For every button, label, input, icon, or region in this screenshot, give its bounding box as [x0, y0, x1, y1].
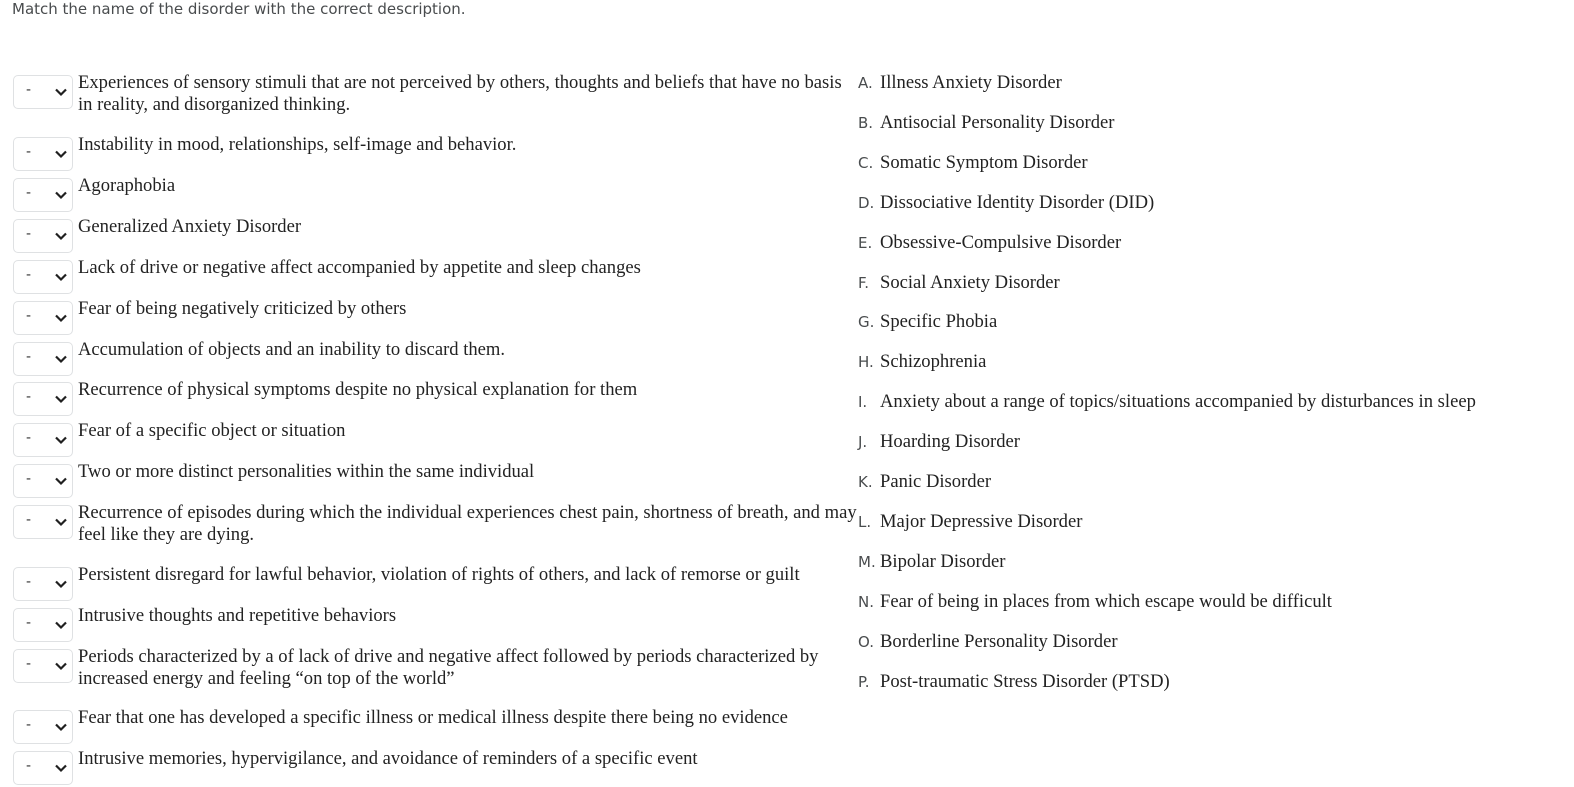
chevron-down-icon	[54, 515, 68, 529]
choice-letter: L.	[858, 512, 872, 531]
chevron-down-icon	[54, 85, 68, 99]
answer-select[interactable]	[13, 464, 73, 498]
select-value: -	[26, 615, 32, 631]
choice-item	[858, 551, 1558, 575]
prompt-text: Intrusive memories, hypervigilance, and avoidance of reminders of a specific event	[78, 748, 698, 769]
choice-text: Obsessive-Compulsive Disorder	[880, 231, 1122, 253]
prompt-text: Fear of being negatively criticized by others	[78, 298, 407, 319]
choice-letter: D.	[858, 193, 875, 212]
choice-item	[858, 192, 1558, 216]
choice-letter: O.	[858, 632, 874, 651]
choice-letter: F.	[858, 273, 869, 292]
choice-letter: H.	[858, 353, 874, 372]
answer-select[interactable]	[13, 382, 73, 416]
chevron-down-icon	[54, 474, 68, 488]
choice-letter: E.	[858, 233, 873, 252]
prompt-text: Fear that one has developed a specific illness or medical illness despite there being no evidence	[78, 707, 788, 728]
answer-select[interactable]	[13, 608, 73, 642]
choice-text: Borderline Personality Disorder	[880, 630, 1118, 652]
choice-item	[858, 391, 1558, 415]
answer-select[interactable]	[13, 505, 73, 539]
answer-select[interactable]	[13, 710, 73, 744]
select-value: -	[26, 349, 32, 365]
answer-select[interactable]	[13, 423, 73, 457]
prompt-text: Recurrence of physical symptoms despite no physical explanation for them	[78, 379, 638, 400]
chevron-down-icon	[54, 229, 68, 243]
choice-letter: B.	[858, 113, 874, 132]
answer-select[interactable]	[13, 75, 73, 109]
select-value: -	[26, 758, 32, 774]
prompt-text: Periods characterized by a of lack of drive and negative affect followed by periods characterized by increased energy and feeling “on top of the world”	[78, 646, 819, 689]
prompt-text: Recurrence of episodes during which the individual experiences chest pain, shortness of breath, and may feel like they are dying.	[78, 502, 857, 545]
select-value: -	[26, 267, 32, 283]
answer-select[interactable]	[13, 137, 73, 171]
chevron-down-icon	[54, 270, 68, 284]
select-value: -	[26, 226, 32, 242]
choice-item	[858, 311, 1558, 335]
select-value: -	[26, 471, 32, 487]
choice-item	[858, 152, 1558, 176]
select-value: -	[26, 82, 32, 98]
prompt-text: Fear of a specific object or situation	[78, 420, 346, 441]
choice-text: Hoarding Disorder	[880, 431, 1020, 453]
choice-item	[858, 272, 1558, 296]
select-value: -	[26, 308, 32, 324]
choice-text: Bipolar Disorder	[880, 550, 1006, 572]
chevron-down-icon	[54, 618, 68, 632]
choice-item	[858, 351, 1558, 375]
choice-letter: G.	[858, 313, 875, 332]
answer-select[interactable]	[13, 219, 73, 253]
select-value: -	[26, 717, 32, 733]
choice-item	[858, 631, 1558, 655]
chevron-down-icon	[54, 659, 68, 673]
choice-letter: C.	[858, 153, 874, 172]
choice-text: Somatic Symptom Disorder	[880, 151, 1088, 173]
chevron-down-icon	[54, 352, 68, 366]
answer-select[interactable]	[13, 178, 73, 212]
choice-text: Anxiety about a range of topics/situations accompanied by disturbances in sleep	[880, 391, 1476, 413]
choice-item	[858, 72, 1558, 96]
prompt-text: Experiences of sensory stimuli that are not perceived by others, thoughts and beliefs that have no basis in reality, and disorganized thinking.	[78, 72, 842, 115]
prompt-text: Two or more distinct personalities within the same individual	[78, 461, 535, 482]
chevron-down-icon	[54, 577, 68, 591]
chevron-down-icon	[54, 761, 68, 775]
select-value: -	[26, 574, 32, 590]
chevron-down-icon	[54, 392, 68, 406]
select-value: -	[26, 430, 32, 446]
choice-text: Dissociative Identity Disorder (DID)	[880, 191, 1155, 213]
choice-text: Panic Disorder	[880, 471, 992, 492]
prompt-text: Lack of drive or negative affect accompanied by appetite and sleep changes	[78, 257, 641, 278]
choice-letter: A.	[858, 74, 873, 92]
chevron-down-icon	[54, 433, 68, 447]
choice-letter: N.	[858, 592, 874, 611]
prompt-text: Generalized Anxiety Disorder	[78, 216, 302, 237]
choice-item	[858, 112, 1558, 136]
select-value: -	[26, 389, 32, 405]
choice-item	[858, 511, 1558, 535]
select-value: -	[26, 512, 32, 528]
choice-text: Specific Phobia	[880, 311, 998, 333]
select-value: -	[26, 144, 32, 160]
chevron-down-icon	[54, 720, 68, 734]
choice-letter: I.	[858, 393, 868, 412]
prompt-text: Agoraphobia	[78, 175, 176, 196]
choice-text: Social Anxiety Disorder	[880, 271, 1060, 293]
answer-select[interactable]	[13, 567, 73, 601]
answer-select[interactable]	[13, 342, 73, 376]
instructions: Match the name of the disorder with the correct description.	[12, 0, 466, 18]
choice-letter: P.	[858, 672, 870, 691]
prompt-text: Intrusive thoughts and repetitive behaviors	[78, 605, 397, 626]
choice-item	[858, 471, 1558, 495]
choice-letter: K.	[858, 473, 873, 491]
choice-item	[858, 431, 1558, 455]
chevron-down-icon	[54, 188, 68, 202]
choice-item	[858, 232, 1558, 256]
select-value: -	[26, 185, 32, 201]
select-value: -	[26, 656, 32, 672]
choice-text: Major Depressive Disorder	[880, 510, 1083, 532]
choice-item	[858, 591, 1558, 615]
prompt-text: Accumulation of objects and an inability to discard them.	[78, 339, 506, 360]
choice-text: Antisocial Personality Disorder	[880, 111, 1115, 133]
prompt-text: Persistent disregard for lawful behavior, violation of rights of others, and lack of remorse or guilt	[78, 564, 800, 585]
answer-select[interactable]	[13, 649, 73, 683]
choice-letter: J.	[858, 433, 868, 452]
chevron-down-icon	[54, 147, 68, 161]
choice-text: Post-traumatic Stress Disorder (PTSD)	[880, 670, 1170, 692]
answer-select[interactable]	[13, 751, 73, 785]
choice-text: Fear of being in places from which escape would be difficult	[880, 590, 1332, 612]
answer-select[interactable]	[13, 260, 73, 294]
choice-item	[858, 671, 1558, 695]
choice-text: Schizophrenia	[880, 351, 987, 373]
prompt-text: Instability in mood, relationships, self-image and behavior.	[78, 134, 517, 155]
answer-select[interactable]	[13, 301, 73, 335]
choice-letter: M.	[858, 552, 876, 571]
choice-text: Illness Anxiety Disorder	[880, 72, 1062, 93]
chevron-down-icon	[54, 311, 68, 325]
